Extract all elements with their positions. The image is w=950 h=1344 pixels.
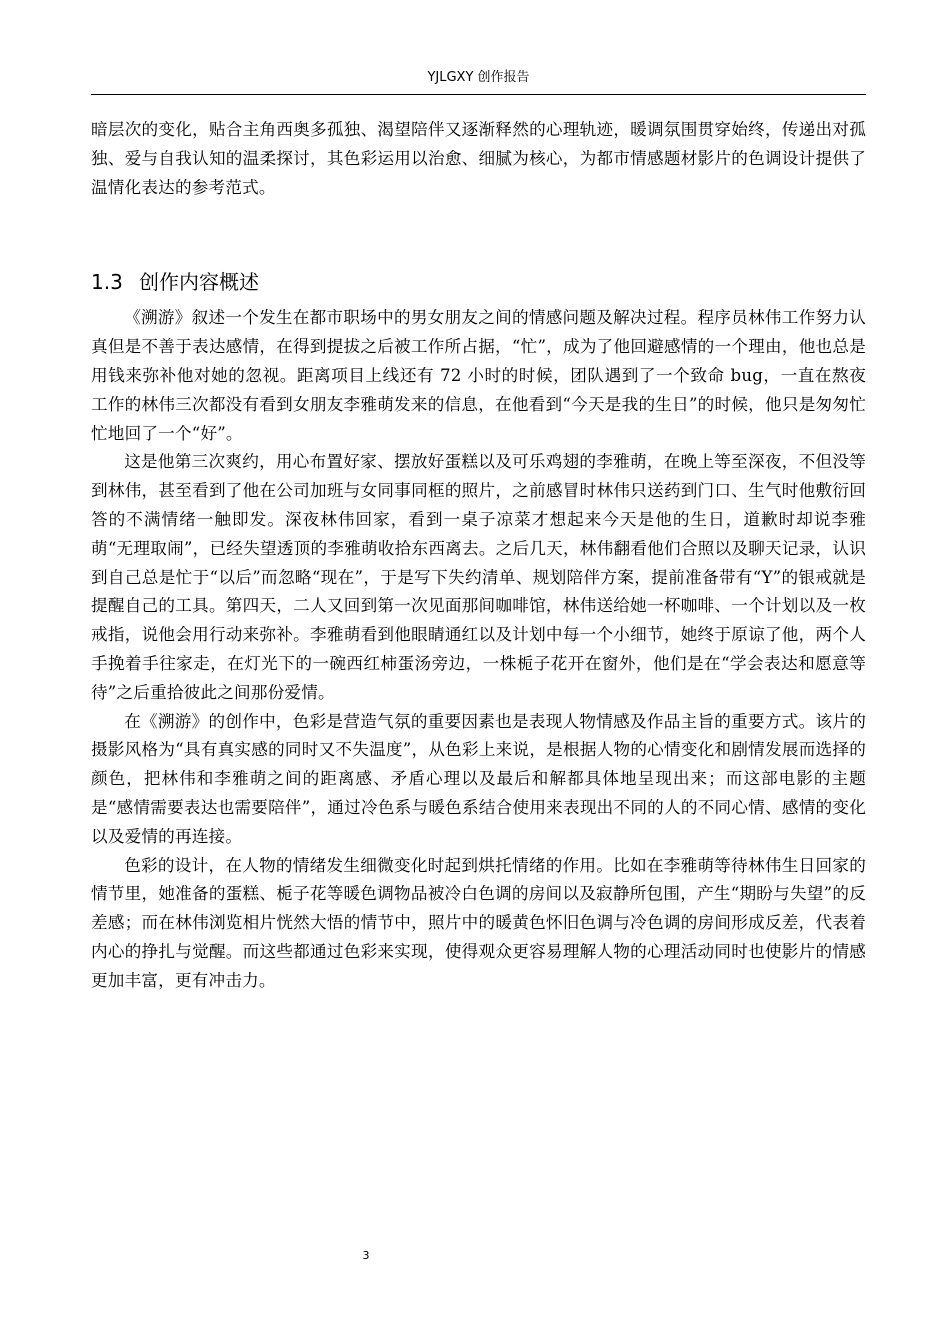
- body-paragraph: 这是他第三次爽约，用心布置好家、摆放好蛋糕以及可乐鸡翅的李雅萌，在晚上等至深夜，不但没等到林伟，甚至看到了他在公司加班与女同事同框的照片，之前感冒时林伟只送药到门口、生气时他敷衍回答的不满情绪一触即发。深夜林伟回家，看到一桌子凉菜才想起来今天是他的生日，道歉时却说李雅萌“无理取闹”，已经失望透顶的李雅萌收拾东西离去。之后几天，林伟翻看他们合照以及聊天记录，认识到自己总是忙于“以后”而忽略“现在”，于是写下失约清单、规划陪伴方案，提前准备带有“Y”的银戒就是提醒自己的工具。第四天，二人又回到第一次见面那间咖啡馆，林伟送给她一杯咖啡、一个计划以及一枚戒指，说他会用行动来弥补。李雅萌看到他眼睛通红以及计划中每一个小细节，她终于原谅了他，两个人手挽着手往家走，在灯光下的一碗西红柿蛋汤旁边，一株栀子花开在窗外，他们是在“学会表达和愿意等待”之后重拾彼此之间那份爱情。: [91, 452, 866, 702]
- header-title: YJLGXY 创作报告: [427, 70, 530, 85]
- intro-paragraph: 暗层次的变化，贴合主角西奥多孤独、渴望陪伴又逐渐释然的心理轨迹，暖调氛围贯穿始终，传递出对孤独、爱与自我认知的温柔探讨，其色彩运用以治愈、细腻为核心，为都市情感题材影片的色调设计提供了温情化表达的参考范式。: [91, 120, 866, 197]
- body-paragraph: 色彩的设计，在人物的情绪发生细微变化时起到烘托情绪的作用。比如在李雅萌等待林伟生日回家的情节里，她准备的蛋糕、栀子花等暖色调物品被冷白色调的房间以及寂静所包围，产生“期盼与失望”的反差感；而在林伟浏览相片恍然大悟的情节中，照片中的暖黄色怀旧色调与冷色调的房间形成反差，代表着内心的挣扎与觉醒。而这些都通过色彩来实现，使得观众更容易理解人物的心理活动同时也使影片的情感更加丰富，更有冲击力。: [91, 855, 866, 990]
- body-paragraph: 在《溯游》的创作中，色彩是营造气氛的重要因素也是表现人物情感及作品主旨的重要方式。该片的摄影风格为“具有真实感的同时又不失温度”，从色彩上来说，是根据人物的心情变化和剧情发展而选择的颜色，把林伟和李雅萌之间的距离感、矛盾心理以及最后和解都具体地呈现出来；而这部电影的主题是“感情需要表达也需要陪伴”，通过冷色系与暖色系结合使用来表现出不同的人的不同心情、感情的变化以及爱情的再连接。: [91, 711, 866, 846]
- page-header: [91, 68, 866, 95]
- page-number: 3: [362, 1249, 370, 1262]
- document-body: [91, 116, 866, 996]
- section-title: 创作内容概述: [139, 270, 259, 295]
- section-heading: [91, 268, 866, 296]
- section-number: 1.3: [91, 270, 123, 295]
- body-paragraph: 《溯游》叙述一个发生在都市职场中的男女朋友之间的情感问题及解决过程。程序员林伟工作努力认真但是不善于表达感情，在得到提拔之后被工作所占据，“忙”，成为了他回避感情的一个理由，他也总是用钱来弥补他对她的忽视。距离项目上线还有 72 小时的时候，团队遇到了一个致命 bug，一直在熬夜工作的林伟三次都没有看到女朋友李雅萌发来的信息，在他看到“今天是我的生日”的时候，他只是匆匆忙忙地回了一个“好”。: [91, 308, 866, 443]
